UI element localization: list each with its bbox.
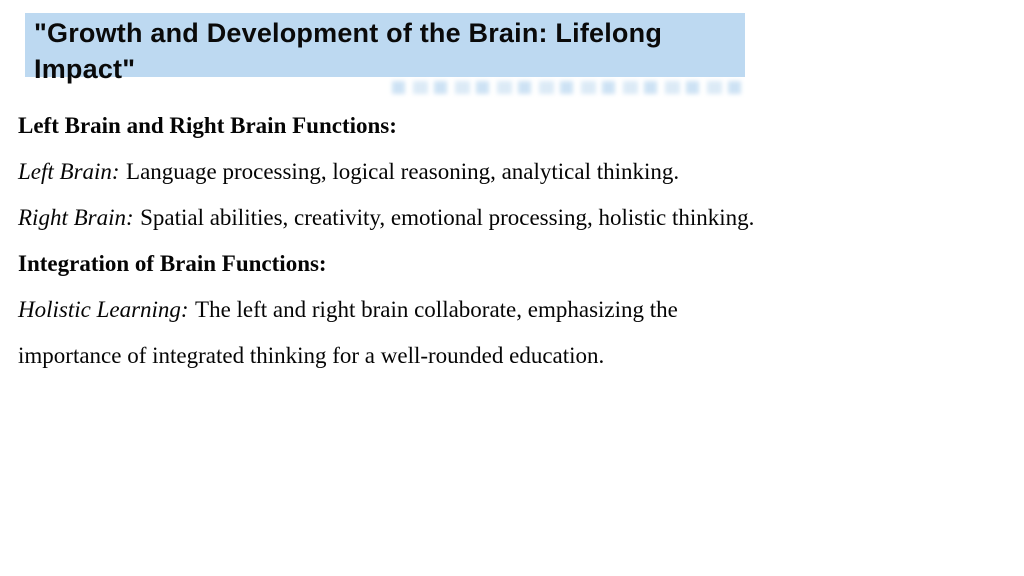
text-holistic-learning: The left and right brain collaborate, emphasizing the importance of integrated thinking for a well-rounded education. bbox=[18, 297, 678, 368]
lead-left-brain: Left Brain: bbox=[18, 159, 120, 184]
lead-right-brain: Right Brain: bbox=[18, 205, 134, 230]
bullet-left-brain bbox=[18, 149, 770, 195]
heading-left-right-brain-functions: Left Brain and Right Brain Functions: bbox=[18, 113, 397, 138]
heading-integration-brain-functions: Integration of Brain Functions: bbox=[18, 251, 327, 276]
text-right-brain: Spatial abilities, creativity, emotional processing, holistic thinking. bbox=[140, 205, 755, 230]
section-heading bbox=[18, 241, 770, 287]
lead-holistic-learning: Holistic Learning: bbox=[18, 297, 189, 322]
slide-title: "Growth and Development of the Brain: Lifelong Impact" bbox=[34, 18, 663, 84]
section-heading bbox=[18, 103, 770, 149]
text-left-brain: Language processing, logical reasoning, analytical thinking. bbox=[126, 159, 680, 184]
bullet-right-brain bbox=[18, 195, 770, 241]
bullet-holistic-learning bbox=[18, 287, 770, 379]
slide-body bbox=[18, 103, 770, 379]
slide-title-highlight bbox=[25, 13, 745, 84]
faded-ghost-text-artifact bbox=[392, 81, 744, 94]
